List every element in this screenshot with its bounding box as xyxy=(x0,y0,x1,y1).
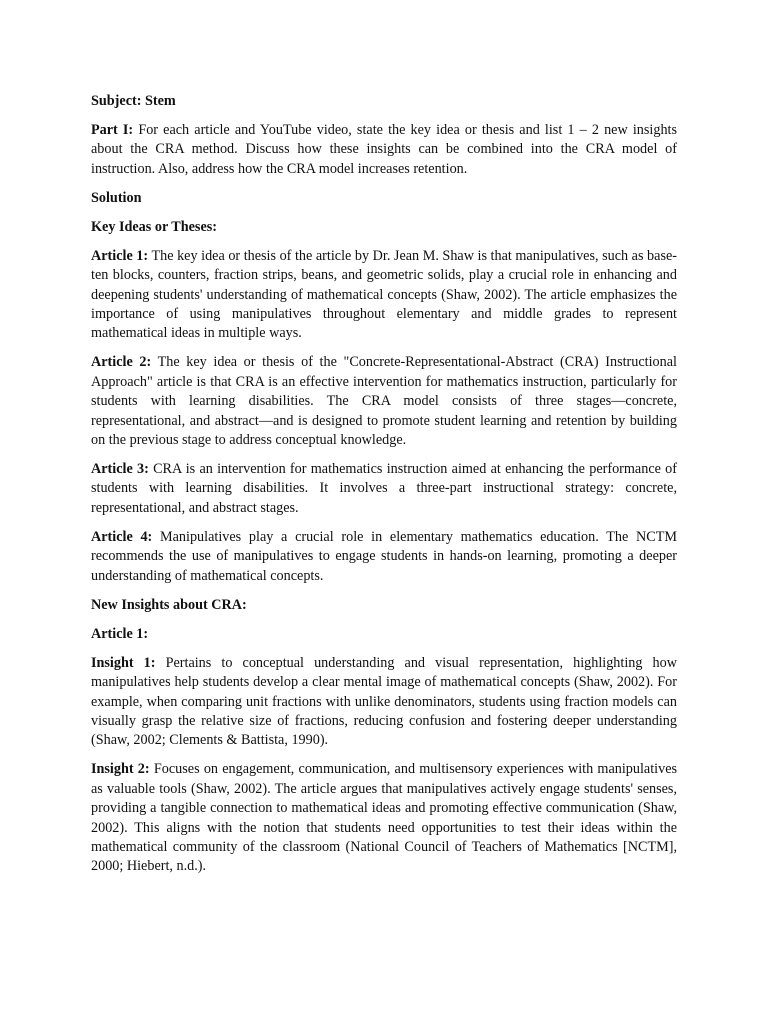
article-3-text: CRA is an intervention for mathematics instruction aimed at enhancing the performance of students with learning disabilities. It involves a three-part instructional strategy: concrete, representational, and abstract stages. xyxy=(91,461,677,516)
article-4-text: Manipulatives play a crucial role in elementary mathematics education. The NCTM recommends the use of manipulatives to engage students in hands-on learning, promoting a deeper understanding of mathematical concepts. xyxy=(91,528,677,584)
article-3-paragraph xyxy=(91,460,677,518)
article-2-paragraph xyxy=(91,353,677,450)
subject-value: Stem xyxy=(145,93,176,109)
insight-1-text: Pertains to conceptual understanding and visual representation, highlighting how manipulatives help students develop a clear mental image of mathematical concepts (Shaw, 2002). For example, when comparing unit fractions with unlike denominators, students using fraction models can visually grasp the relative size of fractions, reducing confusion and fostering deeper understanding (Shaw, 2002; Clements & Battista, 1990). xyxy=(91,654,677,749)
article-4-paragraph xyxy=(91,528,677,586)
article-2-label: Article 2: xyxy=(91,354,152,371)
article-4-label: Article 4: xyxy=(91,528,153,545)
part1-text: For each article and YouTube video, state the key idea or thesis and list 1 – 2 new insights about the CRA method. Discuss how these insights can be combined into the CRA model of instruction. Also, address how the CRA model increases retention. xyxy=(91,122,678,177)
subject-line xyxy=(91,92,677,111)
new-insights-heading: New Insights about CRA: xyxy=(91,596,247,613)
solution-heading: Solution xyxy=(91,189,142,206)
part1-paragraph xyxy=(91,121,677,179)
insights-article-heading: Article 1: xyxy=(91,625,149,642)
part1-label: Part I: xyxy=(91,122,134,138)
insight-2-label: Insight 2: xyxy=(91,761,150,778)
article-1-label: Article 1: xyxy=(91,247,149,264)
insight-2-paragraph xyxy=(91,760,677,876)
insight-1-label: Insight 1: xyxy=(91,654,156,671)
article-3-label: Article 3: xyxy=(91,461,149,478)
insight-1-paragraph xyxy=(91,654,677,751)
article-1-text: The key idea or thesis of the article by Dr. Jean M. Shaw is that manipulatives, such as base-ten blocks, counters, fraction strips, beans, and geometric solids, play a crucial role in enhancing and deepening students' understanding of mathematical concepts (Shaw, 2002). The article emphasizes the importance of using manipulatives throughout elementary and middle grades to represent mathematical ideas in multiple ways. xyxy=(91,247,677,342)
document-page xyxy=(91,92,677,886)
key-ideas-heading: Key Ideas or Theses: xyxy=(91,218,217,235)
subject-label: Subject: xyxy=(91,93,142,109)
insight-2-text: Focuses on engagement, communication, and multisensory experiences with manipulatives as valuable tools (Shaw, 2002). The article argues that manipulatives actively engage students' senses, providing a tangible connection to mathematical ideas and promoting effective communication (Shaw, 2002). This aligns with the notion that students need opportunities to test their ideas within the mathematical community of the classroom (National Council of Teachers of Mathematics [NCTM], 2000; Hiebert, n.d.). xyxy=(91,761,678,875)
article-1-paragraph xyxy=(91,247,677,344)
article-2-text: The key idea or thesis of the "Concrete-Representational-Abstract (CRA) Instructional Approach" article is that CRA is an effective intervention for mathematics instruction, particularly for students with learning disabilities. The CRA model consists of three stages—concrete, representational, and abstract—and is designed to promote student learning and retention by building on the previous stage to address conceptual knowledge. xyxy=(91,354,677,449)
